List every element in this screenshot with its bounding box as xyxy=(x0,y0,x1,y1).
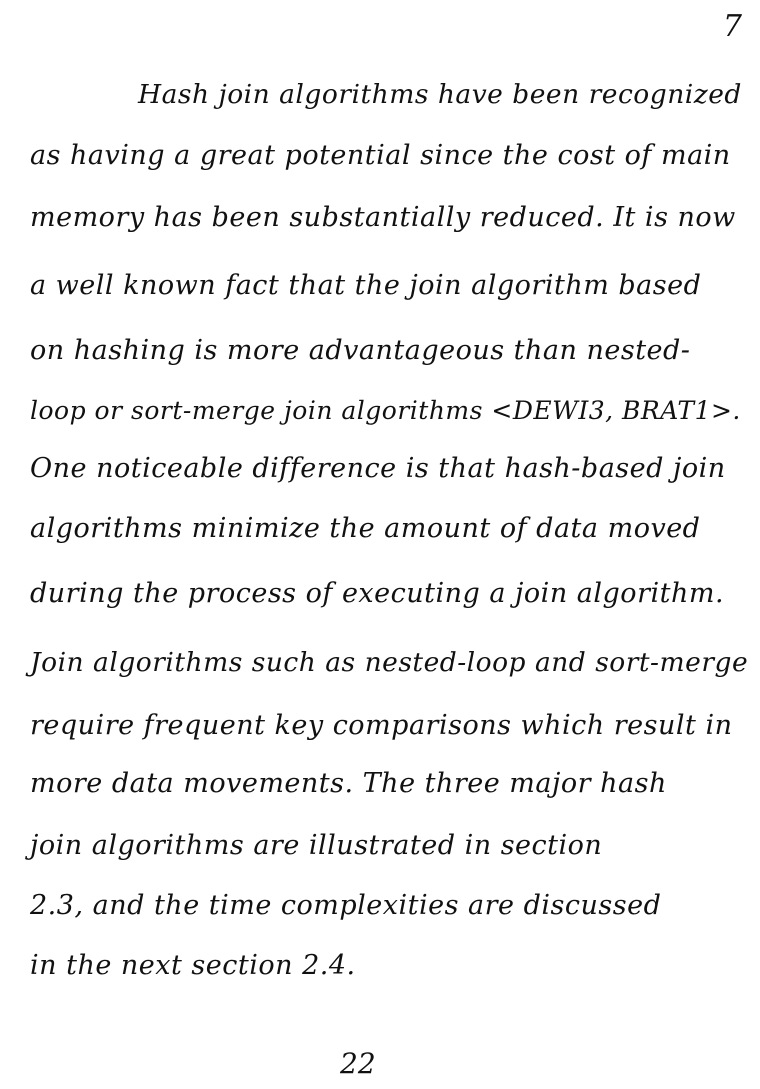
corner-page-mark: 7 xyxy=(722,9,742,44)
text-line-2: as having a great potential since the cost of main xyxy=(30,140,731,171)
text-line-13: join algorithms are illustrated in section xyxy=(30,830,603,861)
text-line-9: during the process of executing a join algorithm. xyxy=(30,578,725,609)
page-number: 22 xyxy=(340,1047,376,1080)
text-line-15: in the next section 2.4. xyxy=(30,950,356,981)
text-line-10: Join algorithms such as nested-loop and sort-merge xyxy=(30,647,749,678)
text-line-7: One noticeable difference is that hash-based join xyxy=(30,453,726,484)
text-line-5: on hashing is more advantageous than nested- xyxy=(30,335,691,366)
text-line-12: more data movements. The three major hash xyxy=(30,768,667,799)
text-line-11: require frequent key comparisons which result in xyxy=(30,710,733,741)
text-line-1: Hash join algorithms have been recognized xyxy=(138,79,742,110)
text-line-3: memory has been substantially reduced. It is now xyxy=(30,202,736,233)
text-line-4: a well known fact that the join algorithm based xyxy=(30,270,702,301)
text-line-14: 2.3, and the time complexities are discussed xyxy=(30,890,662,921)
text-line-6: loop or sort-merge join algorithms <DEWI3, BRAT1>. xyxy=(30,396,741,425)
text-line-8: algorithms minimize the amount of data moved xyxy=(30,513,701,544)
